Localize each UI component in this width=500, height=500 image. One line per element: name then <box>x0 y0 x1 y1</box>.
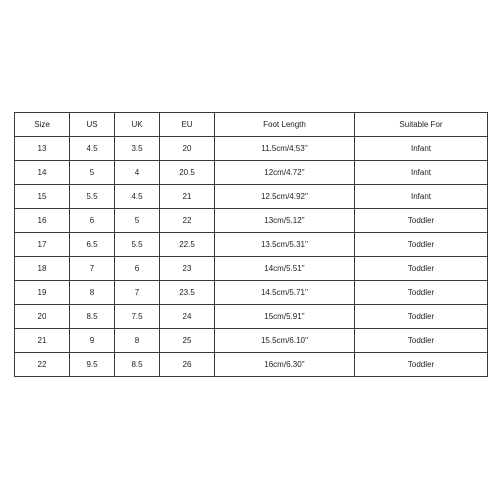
cell-us: 7 <box>70 257 115 281</box>
cell-size: 17 <box>15 233 70 257</box>
cell-us: 9.5 <box>70 353 115 377</box>
cell-foot-length: 11.5cm/4.53'' <box>215 137 355 161</box>
cell-suitable-for: Toddler <box>355 257 488 281</box>
cell-size: 22 <box>15 353 70 377</box>
cell-suitable-for: Infant <box>355 137 488 161</box>
cell-us: 6.5 <box>70 233 115 257</box>
cell-uk: 3.5 <box>115 137 160 161</box>
table-row <box>15 305 488 329</box>
cell-foot-length: 14.5cm/5.71'' <box>215 281 355 305</box>
table-row <box>15 281 488 305</box>
cell-eu: 23 <box>160 257 215 281</box>
header-size: Size <box>15 113 70 137</box>
cell-uk: 4 <box>115 161 160 185</box>
cell-eu: 20.5 <box>160 161 215 185</box>
cell-us: 8.5 <box>70 305 115 329</box>
table-row <box>15 209 488 233</box>
cell-uk: 4.5 <box>115 185 160 209</box>
header-foot-length: Foot Length <box>215 113 355 137</box>
cell-uk: 7.5 <box>115 305 160 329</box>
cell-uk: 8 <box>115 329 160 353</box>
cell-size: 20 <box>15 305 70 329</box>
cell-size: 21 <box>15 329 70 353</box>
cell-size: 13 <box>15 137 70 161</box>
cell-foot-length: 13.5cm/5.31'' <box>215 233 355 257</box>
cell-suitable-for: Toddler <box>355 281 488 305</box>
table-row <box>15 161 488 185</box>
cell-uk: 6 <box>115 257 160 281</box>
cell-suitable-for: Infant <box>355 185 488 209</box>
cell-suitable-for: Toddler <box>355 305 488 329</box>
table-row <box>15 329 488 353</box>
cell-foot-length: 16cm/6.30'' <box>215 353 355 377</box>
cell-us: 4.5 <box>70 137 115 161</box>
table-row <box>15 137 488 161</box>
table-row <box>15 233 488 257</box>
header-suitable-for: Suitable For <box>355 113 488 137</box>
cell-eu: 24 <box>160 305 215 329</box>
cell-suitable-for: Infant <box>355 161 488 185</box>
cell-foot-length: 13cm/5.12'' <box>215 209 355 233</box>
cell-suitable-for: Toddler <box>355 233 488 257</box>
cell-eu: 25 <box>160 329 215 353</box>
cell-eu: 22.5 <box>160 233 215 257</box>
cell-uk: 5 <box>115 209 160 233</box>
cell-us: 8 <box>70 281 115 305</box>
cell-size: 16 <box>15 209 70 233</box>
cell-us: 5 <box>70 161 115 185</box>
table-row <box>15 185 488 209</box>
header-uk: UK <box>115 113 160 137</box>
cell-foot-length: 15cm/5.91'' <box>215 305 355 329</box>
header-eu: EU <box>160 113 215 137</box>
cell-foot-length: 12cm/4.72'' <box>215 161 355 185</box>
cell-eu: 26 <box>160 353 215 377</box>
cell-uk: 7 <box>115 281 160 305</box>
cell-uk: 5.5 <box>115 233 160 257</box>
table-header-row <box>15 113 488 137</box>
cell-us: 5.5 <box>70 185 115 209</box>
table-row <box>15 257 488 281</box>
cell-eu: 20 <box>160 137 215 161</box>
cell-size: 18 <box>15 257 70 281</box>
cell-size: 19 <box>15 281 70 305</box>
cell-foot-length: 12.5cm/4.92'' <box>215 185 355 209</box>
size-chart-table <box>14 112 488 377</box>
cell-foot-length: 15.5cm/6.10'' <box>215 329 355 353</box>
cell-eu: 21 <box>160 185 215 209</box>
cell-us: 9 <box>70 329 115 353</box>
table-row <box>15 353 488 377</box>
cell-eu: 23.5 <box>160 281 215 305</box>
cell-us: 6 <box>70 209 115 233</box>
header-us: US <box>70 113 115 137</box>
cell-uk: 8.5 <box>115 353 160 377</box>
cell-foot-length: 14cm/5.51'' <box>215 257 355 281</box>
cell-eu: 22 <box>160 209 215 233</box>
cell-suitable-for: Toddler <box>355 329 488 353</box>
cell-size: 14 <box>15 161 70 185</box>
cell-suitable-for: Toddler <box>355 353 488 377</box>
cell-suitable-for: Toddler <box>355 209 488 233</box>
cell-size: 15 <box>15 185 70 209</box>
